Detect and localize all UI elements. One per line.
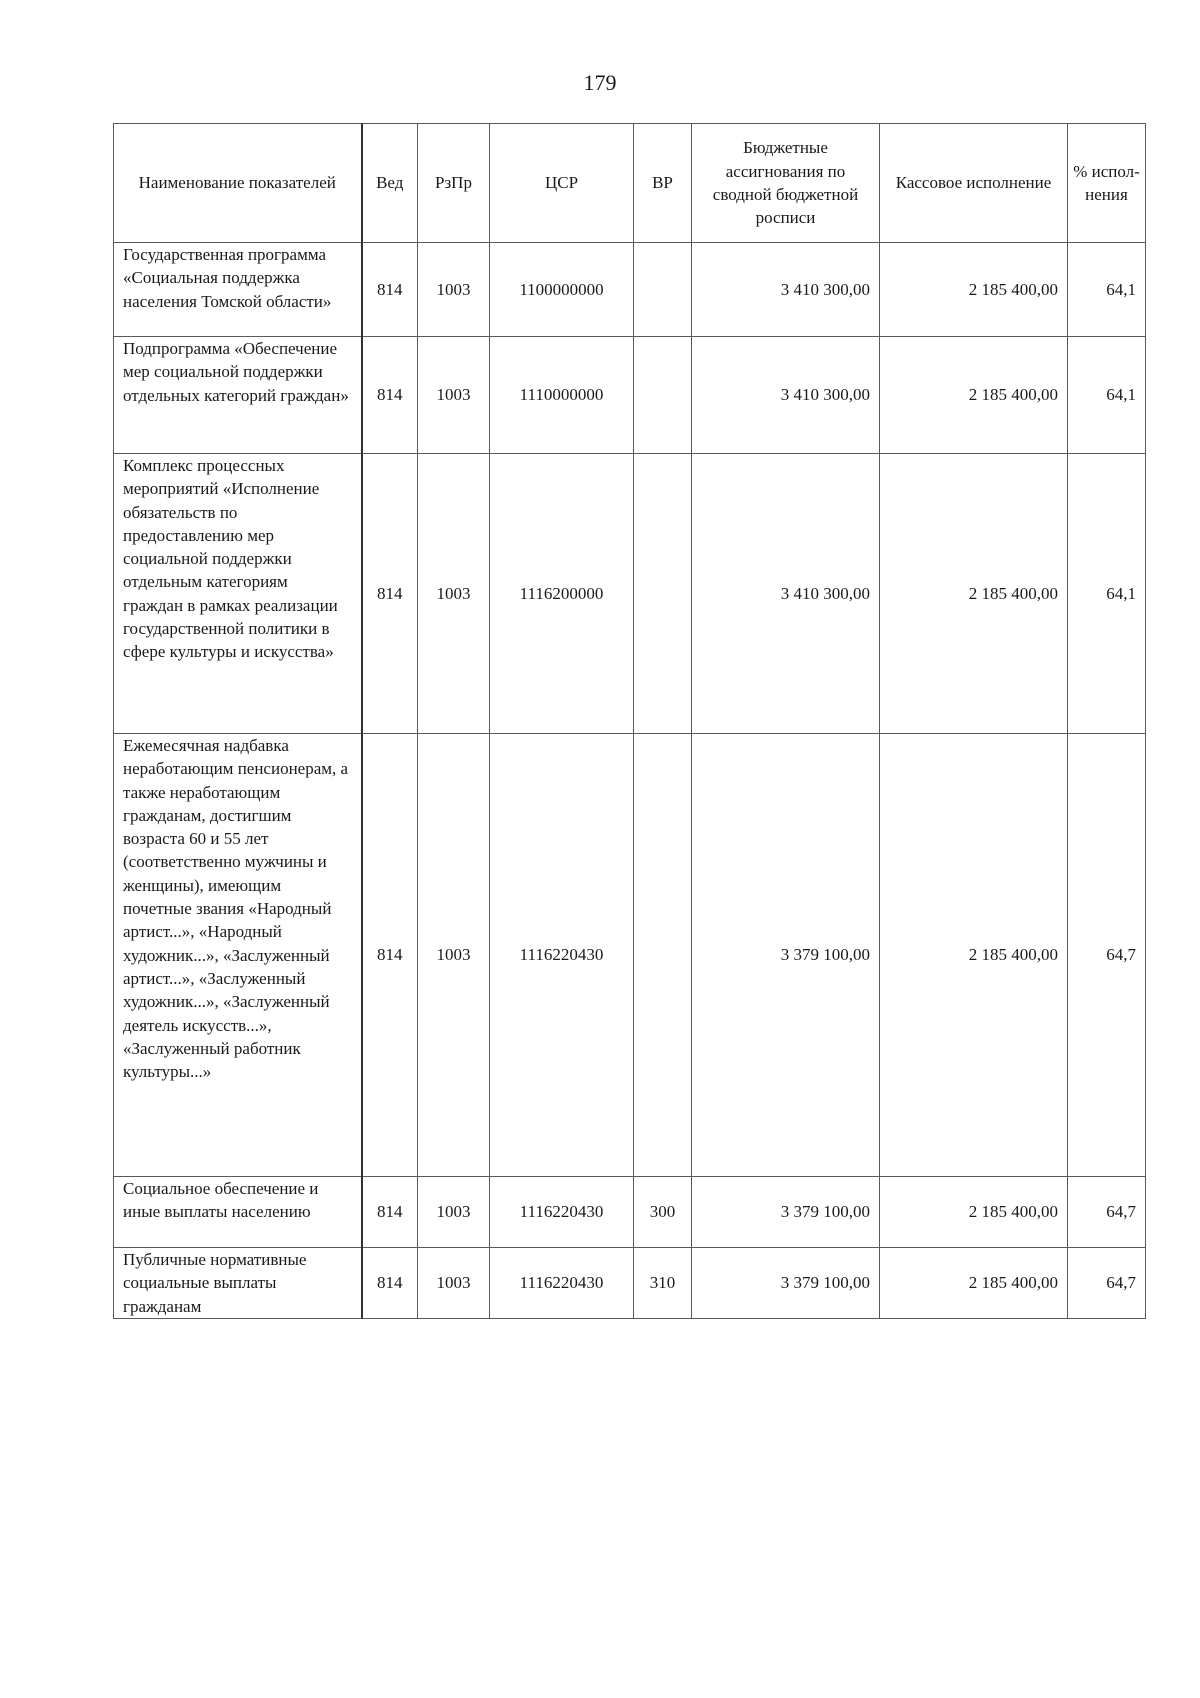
table-row [114, 243, 1146, 337]
row-name: Ежемесячная надбавка неработающим пенсионерам, а также неработающим гражданам, достигшим возраста 60 и 55 лет (соответственно мужчины и женщины), имеющим почетные звания «Народный артист...», «Народный художник...», «Заслуженный артист...», «Заслуженный художник...», «Заслуженный деятель искусств...», «Заслуженный работник культуры...» [114, 734, 362, 1177]
row-budget: 3 379 100,00 [692, 734, 880, 1177]
table-row [114, 734, 1146, 1177]
header-csr: ЦСР [490, 124, 634, 243]
row-pct: 64,1 [1068, 243, 1146, 337]
header-pct: % испол-нения [1068, 124, 1146, 243]
row-vr [634, 243, 692, 337]
table-row [114, 1177, 1146, 1248]
header-cash: Кассовое исполнение [880, 124, 1068, 243]
row-pct: 64,7 [1068, 734, 1146, 1177]
row-cash: 2 185 400,00 [880, 1248, 1068, 1319]
row-budget: 3 379 100,00 [692, 1177, 880, 1248]
row-budget: 3 410 300,00 [692, 454, 880, 734]
row-pct: 64,7 [1068, 1177, 1146, 1248]
header-budget: Бюджетные ассигнования по сводной бюджетной росписи [692, 124, 880, 243]
row-name: Публичные нормативные социальные выплаты гражданам [114, 1248, 362, 1319]
page-number: 179 [583, 70, 617, 95]
row-vr [634, 734, 692, 1177]
row-ved: 814 [362, 1248, 418, 1319]
row-cash: 2 185 400,00 [880, 454, 1068, 734]
row-csr: 1110000000 [490, 337, 634, 454]
row-ved: 814 [362, 454, 418, 734]
row-budget: 3 410 300,00 [692, 243, 880, 337]
table-header-row [114, 124, 1146, 243]
row-csr: 1116220430 [490, 734, 634, 1177]
row-pct: 64,1 [1068, 454, 1146, 734]
budget-execution-table [113, 123, 1146, 1319]
row-vr: 300 [634, 1177, 692, 1248]
header-vr: ВР [634, 124, 692, 243]
row-name: Комплекс процессных мероприятий «Исполнение обязательств по предоставлению мер социальной поддержки отдельным категориям граждан в рамках реализации государственной политики в сфере культуры и искусства» [114, 454, 362, 734]
row-vr: 310 [634, 1248, 692, 1319]
row-csr: 1116220430 [490, 1248, 634, 1319]
row-vr [634, 454, 692, 734]
table-row [114, 454, 1146, 734]
row-vr [634, 337, 692, 454]
row-rzpr: 1003 [418, 1177, 490, 1248]
row-cash: 2 185 400,00 [880, 1177, 1068, 1248]
row-budget: 3 410 300,00 [692, 337, 880, 454]
row-ved: 814 [362, 734, 418, 1177]
row-csr: 1116220430 [490, 1177, 634, 1248]
row-name: Подпрограмма «Обеспечение мер социальной поддержки отдельных категорий граждан» [114, 337, 362, 454]
row-cash: 2 185 400,00 [880, 734, 1068, 1177]
row-budget: 3 379 100,00 [692, 1248, 880, 1319]
row-ved: 814 [362, 1177, 418, 1248]
row-name: Социальное обеспечение и иные выплаты населению [114, 1177, 362, 1248]
table-row [114, 337, 1146, 454]
row-rzpr: 1003 [418, 454, 490, 734]
row-ved: 814 [362, 337, 418, 454]
row-name: Государственная программа «Социальная поддержка населения Томской области» [114, 243, 362, 337]
row-ved: 814 [362, 243, 418, 337]
header-ved: Вед [362, 124, 418, 243]
row-csr: 1100000000 [490, 243, 634, 337]
row-cash: 2 185 400,00 [880, 337, 1068, 454]
row-rzpr: 1003 [418, 337, 490, 454]
row-rzpr: 1003 [418, 243, 490, 337]
row-rzpr: 1003 [418, 734, 490, 1177]
header-name: Наименование показателей [114, 124, 362, 243]
row-pct: 64,1 [1068, 337, 1146, 454]
header-rzpr: РзПр [418, 124, 490, 243]
table-row [114, 1248, 1146, 1319]
row-cash: 2 185 400,00 [880, 243, 1068, 337]
row-rzpr: 1003 [418, 1248, 490, 1319]
row-csr: 1116200000 [490, 454, 634, 734]
row-pct: 64,7 [1068, 1248, 1146, 1319]
